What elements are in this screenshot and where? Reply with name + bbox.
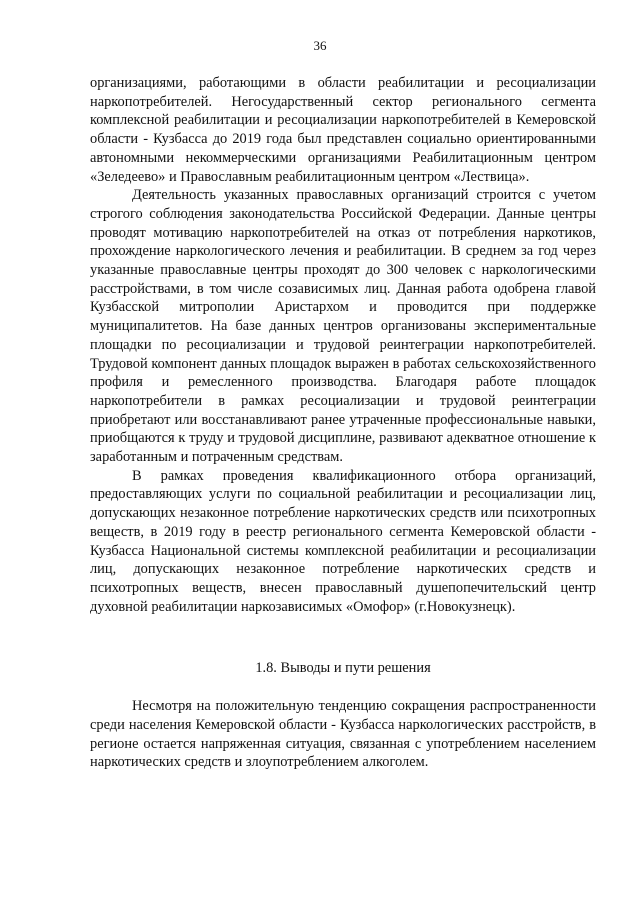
section-heading: 1.8. Выводы и пути решения (255, 660, 431, 677)
body-paragraph-2: Деятельность указанных православных организаций строится с учетом строгого соблюдения законодательства Российской Федерации. Данные центры проводят мотивацию наркопотребителей на отказ от потребления наркотиков, прохождение наркологического лечения и реабилитации. В среднем за год через указанные православные центры проходят до 300 человек с наркологическими расстройствами, в том числе созависимых лиц. Данная работа одобрена главой Кузбасской митрополии Аристархом и проводится при поддержке муниципалитетов. На базе данных центров организованы экспериментальные площадки по ресоциализации и трудовой реинтеграции наркопотребителей. Трудовой компонент данных площадок выражен в работах сельскохозяйственного профиля и ремесленного производства. Благодаря работе площадок наркопотребители в рамках ресоциализации и трудовой реинтеграции приобретают или восстанавливают ранее утраченные профессиональные навыки, приобщаются к труду и трудовой дисциплине, развивают адекватное отношение к заработанным и потраченным средствам. (90, 187, 596, 466)
page-number: 36 (313, 38, 327, 53)
section-paragraph: Несмотря на положительную тенденцию сокращения распространенности среди населения Кемеровской области - Кузбасса наркологических расстройств, в регионе остается напряженная ситуация, связанная с употреблением населением наркотических средств и злоупотреблением алкоголем. (90, 698, 596, 771)
spacer (90, 678, 596, 697)
document-body (90, 74, 596, 772)
body-paragraph-3: В рамках проведения квалификационного отбора организаций, предоставляющих услуги по социальной реабилитации и ресоциализации лиц, допускающих незаконное потребление наркотических средств или психотропных веществ, в 2019 году в реестр регионального сегмента Кемеровской области - Кузбасса Национальной системы комплексной реабилитации и ресоциализации лиц, допускающих незаконное потребление наркотических средств и психотропных веществ, внесен православный душепопечительский центр духовной реабилитации наркозависимых «Омофор» (г.Новокузнецк). (90, 467, 596, 615)
spacer (90, 616, 596, 659)
body-paragraph-1: организациями, работающими в области реабилитации и ресоциализации наркопотребителей. Негосударственный сектор регионального сегмента комплексной реабилитации и ресоциализации наркопотребителей в Кемеровской области - Кузбасса до 2019 года был представлен социально ориентированными автономными некоммерческими организациями Реабилитационным центром «Зеледеево» и Православным реабилитационным центром «Лествица». (90, 75, 596, 185)
